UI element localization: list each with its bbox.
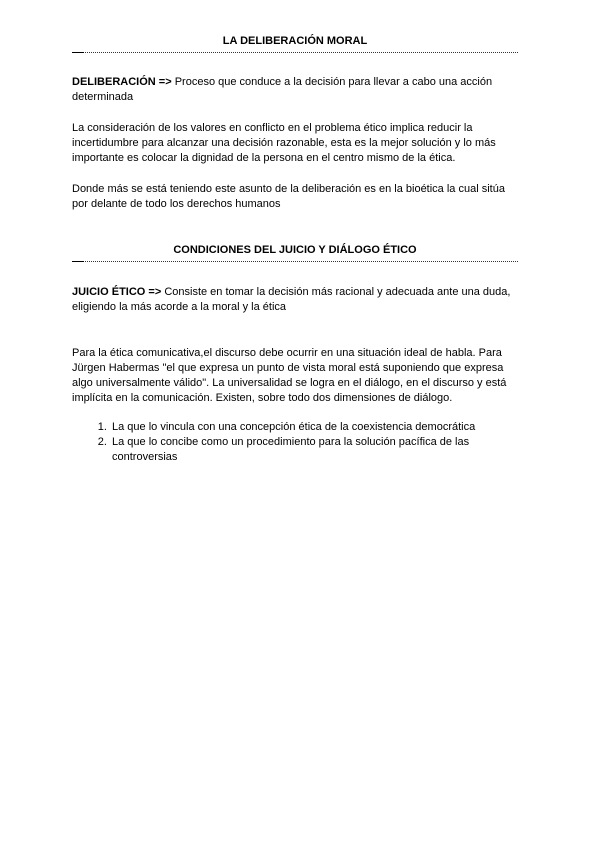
paragraph-valores: La consideración de los valores en conflicto en el problema ético implica reducir la incertidumbre para alcanzar una decisión razonable, esta es la mejor solución y lo más importante es colocar la dignidad de la persona en el centro mismo de la ética. (72, 122, 496, 164)
term-deliberacion: DELIBERACIÓN (72, 76, 156, 88)
section-title-condiciones: CONDICIONES DEL JUICIO Y DIÁLOGO ÉTICO (173, 244, 417, 256)
definition-deliberacion (72, 75, 518, 105)
paragraph-habermas: Para la ética comunicativa,el discurso debe ocurrir en una situación ideal de habla. Para Jürgen Habermas "el que expresa un punto de vista moral está suponiendo que expresa algo universalmente válido". La universalidad se logra en el diálogo, en el discurso y está implícita en la comunicación. Existen, sobre todo dos dimensiones de diálogo. (72, 347, 507, 404)
definition-text: Consiste en tomar la decisión más racional y adecuada ante una duda, eligiendo la más acorde a la moral y la ética (72, 286, 511, 313)
title-underline (72, 52, 518, 53)
list-item: 2. La que lo concibe como un procedimiento para la solución pacífica de las controversias (110, 435, 518, 465)
definition-juicio-etico (72, 285, 518, 315)
definition-text: Proceso que conduce a la decisión para llevar a cabo una acción determinada (72, 76, 493, 103)
section-title-deliberacion: LA DELIBERACIÓN MORAL (222, 35, 368, 47)
arrow-symbol: => (148, 286, 162, 298)
paragraph-bioetica: Donde más se está teniendo este asunto de la deliberación es en la bioética la cual sitúa por delante de todo los derechos humanos (72, 183, 505, 210)
dimensions-list (72, 420, 518, 465)
document-page (72, 34, 518, 465)
term-juicio-etico: JUICIO ÉTICO (72, 286, 146, 298)
list-item: 1. La que lo vincula con una concepción ética de la coexistencia democrática (110, 420, 518, 435)
arrow-symbol: => (158, 76, 172, 88)
title-underline (72, 261, 518, 262)
